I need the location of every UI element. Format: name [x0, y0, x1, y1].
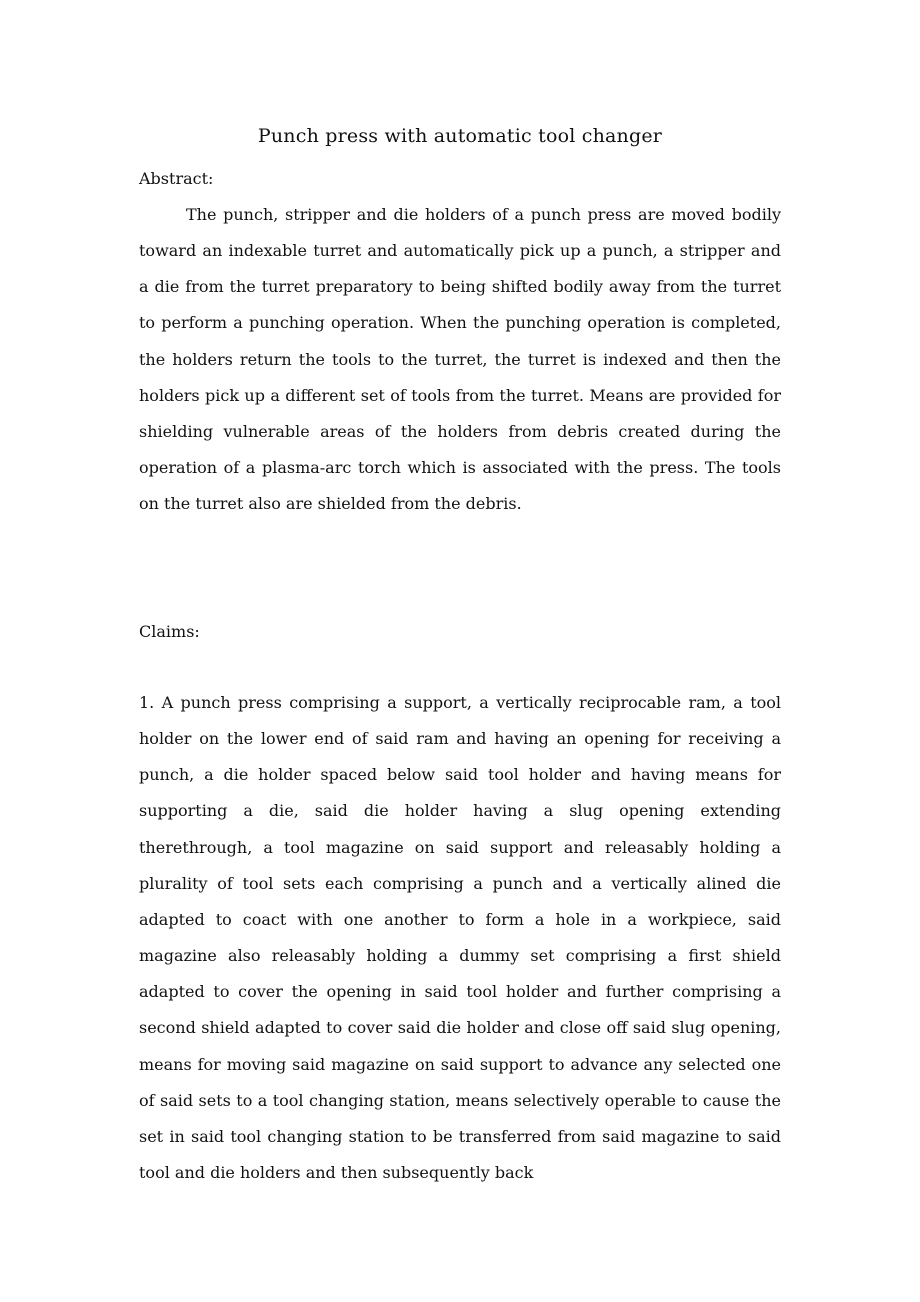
abstract-paragraph: The punch, stripper and die holders of a punch press are moved bodily toward an indexable turret and automatically pick up a punch, a stripper and a die from the turret preparatory to being shifted bodily away from the turret to perform a punching operation. When the punching operation is completed, the holders return the tools to the turret, the turret is indexed and then the holders pick up a different set of tools from the turret. Means are provided for shielding vulnerable areas of the holders from debris created during the operation of a plasma-arc torch which is associated with the press. The tools on the turret also are shielded from the debris. [139, 205, 781, 514]
claims-heading: Claims: [139, 622, 200, 641]
claim-1-paragraph: 1. A punch press comprising a support, a vertically reciprocable ram, a tool holder on the lower end of said ram and having an opening for receiving a punch, a die holder spaced below said tool holder and having means for supporting a die, said die holder having a slug opening extending therethrough, a tool magazine on said support and releasably holding a plurality of tool sets each comprising a punch and a vertically alined die adapted to coact with one another to form a hole in a workpiece, said magazine also releasably holding a dummy set comprising a first shield adapted to cover the opening in said tool holder and further comprising a second shield adapted to cover said die holder and close off said slug opening, means for moving said magazine on said support to advance any selected one of said sets to a tool changing station, means selectively operable to cause the set in said tool changing station to be transferred from said magazine to said tool and die holders and then subsequently back [139, 693, 781, 1183]
document-title: Punch press with automatic tool changer [257, 125, 663, 147]
abstract-heading: Abstract: [139, 169, 214, 188]
